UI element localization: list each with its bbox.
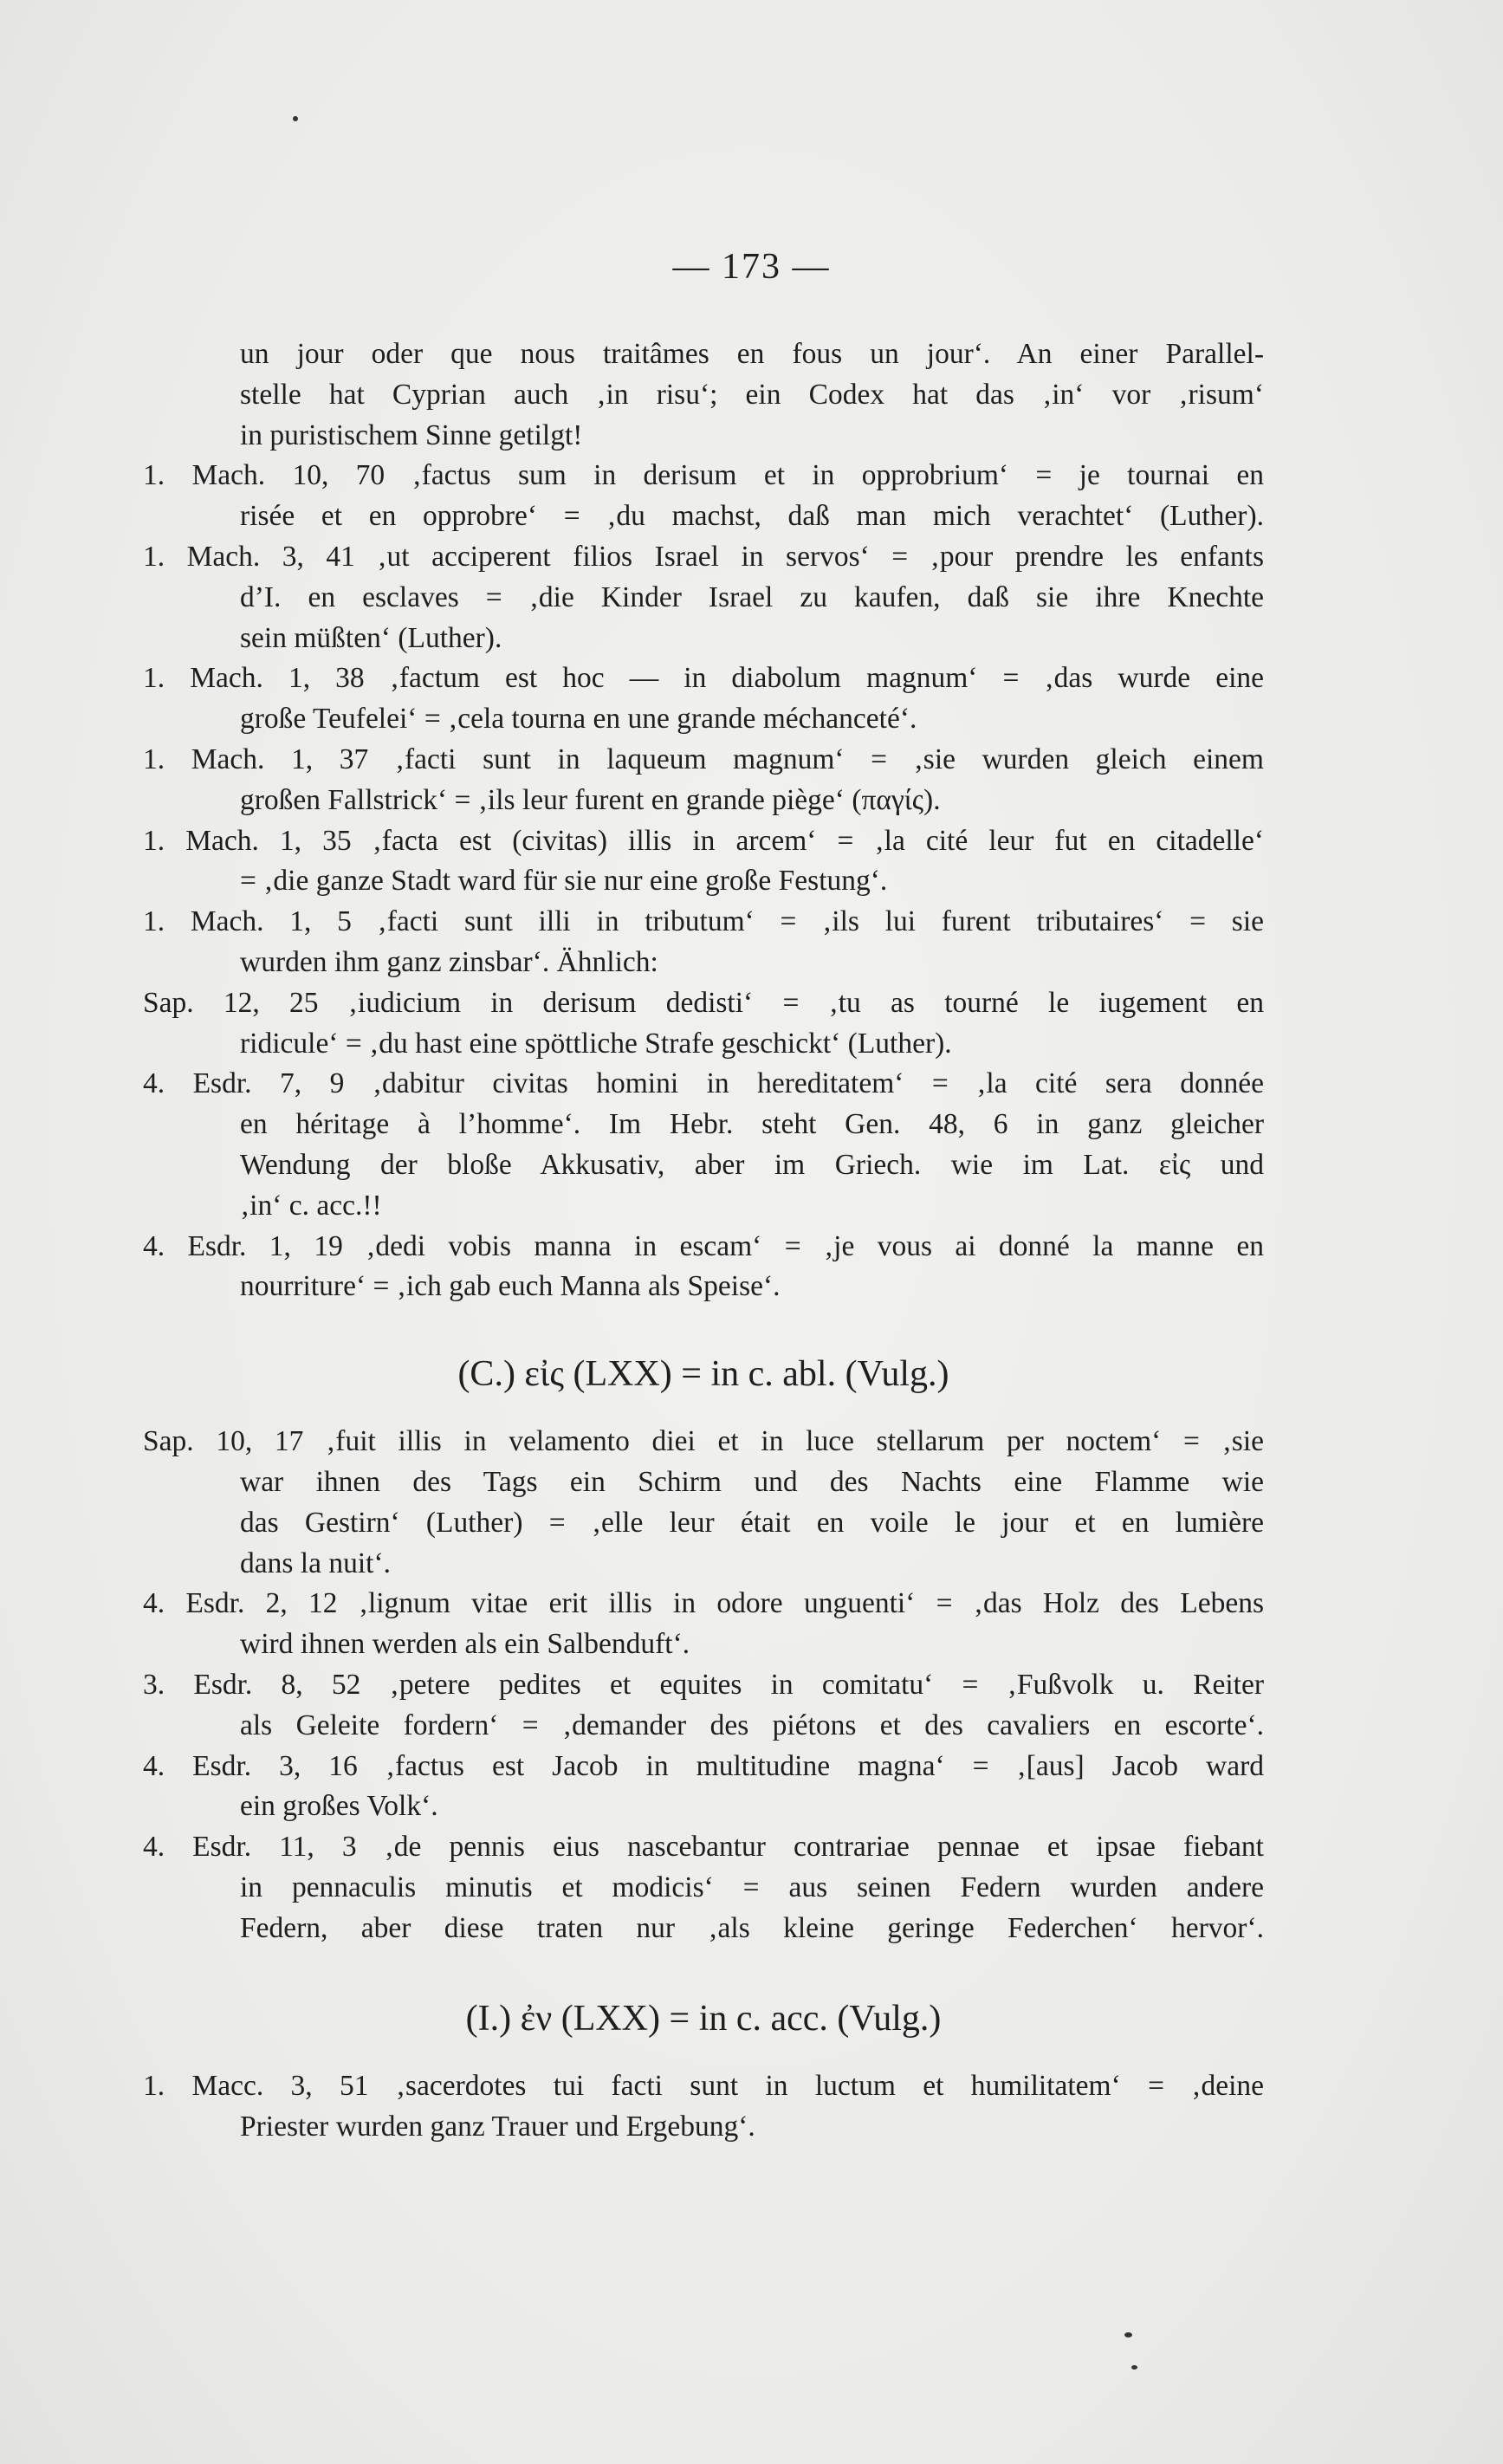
page-number: — 173 — (672, 247, 831, 287)
text-line-entry: 4. Esdr. 7, 9 ‚dabitur civitas homini in hereditatem‘ = ‚la cité sera donnée (143, 1067, 1264, 1100)
text-line-continuation: ein großes Volk‘. (240, 1790, 438, 1823)
text-line-continuation: großen Fallstrick‘ = ‚ils leur furent en grande piège‘ (παγίς). (240, 783, 941, 816)
text-line-continuation: Federn, aber diese traten nur ‚als kleine geringe Federchen‘ hervor‘. (240, 1911, 1264, 1944)
print-speck (1131, 2365, 1137, 2370)
text-line-continuation: nourriture‘ = ‚ich gab euch Manna als Speise‘. (240, 1270, 781, 1303)
entries-block-i (143, 2066, 1264, 2148)
text-line-entry: Sap. 12, 25 ‚iudicium in derisum dedisti‘ = ‚tu as tourné le iugement en (143, 986, 1264, 1019)
text-line-continuation: war ihnen des Tags ein Schirm und des Nachts eine Flamme wie (240, 1465, 1264, 1498)
text-line-continuation: sein müßten‘ (Luther). (240, 621, 502, 654)
text-line-entry: Sap. 10, 17 ‚fuit illis in velamento diei et in luce stellarum per noctem‘ = ‚sie (143, 1425, 1264, 1458)
text-line-entry: 1. Mach. 1, 5 ‚facti sunt illi in tributum‘ = ‚ils lui furent tributaires‘ = sie (143, 905, 1264, 938)
section-heading-i: (I.) ἐν (LXX) = in c. acc. (Vulg.) (465, 1999, 942, 2039)
text-line-continuation: in pennaculis minutis et modicis‘ = aus seinen Federn wurden andere (240, 1871, 1264, 1903)
text-line-entry: 1. Mach. 10, 70 ‚factus sum in derisum et in opprobrium‘ = je tournai en (143, 459, 1264, 492)
text-line-continuation: das Gestirn‘ (Luther) = ‚elle leur était en voile le jour et en lumière (240, 1506, 1264, 1539)
text-line-continuation: dans la nuit‘. (240, 1546, 391, 1579)
section-heading-c: (C.) εἰς (LXX) = in c. abl. (Vulg.) (457, 1354, 949, 1395)
text-line-entry: 1. Mach. 3, 41 ‚ut acciperent filios Israel in servos‘ = ‚pour prendre les enfants (143, 540, 1264, 573)
text-line-continuation: wird ihnen werden als ein Salbenduft‘. (240, 1628, 690, 1661)
text-line-continuation: en héritage à l’homme‘. Im Hebr. steht Gen. 48, 6 in ganz gleicher (240, 1108, 1264, 1141)
text-line-entry: 1. Mach. 1, 37 ‚facti sunt in laqueum magnum‘ = ‚sie wurden gleich einem (143, 742, 1264, 775)
text-line-continuation: ‚in‘ c. acc.!! (240, 1189, 382, 1222)
text-line-continuation: ridicule‘ = ‚du hast eine spöttliche Strafe geschickt‘ (Luther). (240, 1027, 952, 1060)
text-line-continuation: Priester wurden ganz Trauer und Ergebung‘. (240, 2111, 755, 2143)
text-line-entry: 4. Esdr. 2, 12 ‚lignum vitae erit illis in odore unguenti‘ = ‚das Holz des Lebens (143, 1587, 1264, 1620)
entries-block-c (143, 1422, 1264, 1949)
text-line-entry: 1. Macc. 3, 51 ‚sacerdotes tui facti sunt in luctum et humilitatem‘ = ‚deine (143, 2070, 1264, 2103)
text-line-continuation: wurden ihm ganz zinsbar‘. Ähnlich: (240, 945, 658, 978)
text-line-entry: 3. Esdr. 8, 52 ‚petere pedites et equites in comitatu‘ = ‚Fußvolk u. Reiter (143, 1668, 1264, 1701)
text-line-continuation: große Teufelei‘ = ‚cela tourna en une grande méchanceté‘. (240, 703, 917, 736)
text-line-continuation: = ‚die ganze Stadt ward für sie nur eine große Festung‘. (240, 865, 888, 898)
text-line-continuation: un jour oder que nous traitâmes en fous un jour‘. An einer Parallel- (240, 338, 1264, 370)
text-line-entry: 4. Esdr. 3, 16 ‚factus est Jacob in multitudine magna‘ = ‚[aus] Jacob ward (143, 1749, 1264, 1782)
text-line-continuation: in puristischem Sinne getilgt! (240, 418, 583, 451)
text-line-entry: 4. Esdr. 11, 3 ‚de pennis eius nascebantur contrariae pennae et ipsae fiebant (143, 1831, 1264, 1864)
entries-block-b (143, 334, 1264, 1307)
text-line-continuation: als Geleite fordern‘ = ‚demander des piétons et des cavaliers en escorte‘. (240, 1709, 1264, 1741)
text-line-continuation: stelle hat Cyprian auch ‚in risu‘; ein Codex hat das ‚in‘ vor ‚risum‘ (240, 378, 1264, 411)
text-line-continuation: Wendung der bloße Akkusativ, aber im Griech. wie im Lat. εἰς und (240, 1148, 1264, 1181)
text-line-continuation: d’I. en esclaves = ‚die Kinder Israel zu kaufen, daß sie ihre Knechte (240, 580, 1264, 613)
text-line-entry: 4. Esdr. 1, 19 ‚dedi vobis manna in escam‘ = ‚je vous ai donné la manne en (143, 1229, 1264, 1262)
text-line-entry: 1. Mach. 1, 35 ‚facta est (civitas) illis in arcem‘ = ‚la cité leur fut en citadelle‘ (143, 824, 1264, 857)
text-line-entry: 1. Mach. 1, 38 ‚factum est hoc — in diabolum magnum‘ = ‚das wurde eine (143, 662, 1264, 695)
print-speck (1124, 2332, 1132, 2338)
text-line-continuation: risée et en opprobre‘ = ‚du machst, daß man mich verachtet‘ (Luther). (240, 500, 1264, 533)
body-text (143, 334, 1264, 2148)
print-speck (293, 116, 298, 121)
